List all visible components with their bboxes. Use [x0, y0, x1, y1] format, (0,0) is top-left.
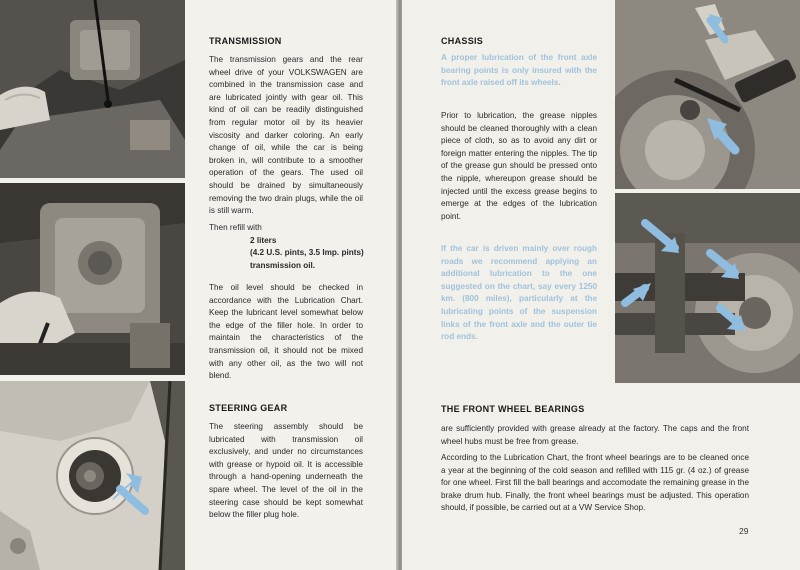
chassis-rough-roads-note: If the car is driven mainly over rough roads we recommend applying an additional lubrication to the one suggested on the chart, say every 1250 km. (800 miles), particularly at the lubricating points of the suspension links of the front axle and the outer tie rod ends.: [441, 244, 597, 342]
chassis-heading: CHASSIS: [441, 36, 484, 46]
transmission-drain-photo: [0, 0, 185, 178]
transmission-paragraph-1: The transmission gears and the rear wheel drive of your VOLKSWAGEN are combined in the transmission case and are lubricated jointly with gear oil. This kind of oil can be readily distinguished from regular motor oil by its heavier viscosity and darker coloring. An early change of oil, while the car is being broken in, will contribute to a smoother operation of the gears. The used oil should be drained by simultaneously removing the two drain plugs, while the oil is still warm.: [209, 55, 363, 216]
front-wheel-bearings-paragraph-2: According to the Lubrication Chart, the front wheel bearings are to be cleaned once a year at the beginning of the cold season and refilled with 115 gr. (4 oz.) of grease for one wheel. First fill the ball bearings and accomodate the remaining grease in the brake drum hub. Finally, the front wheel bearings must be adjusted. This operation should, if possible, be carried out at a VW Service Shop.: [441, 453, 749, 513]
transmission-heading: TRANSMISSION: [209, 36, 282, 46]
steering-gear-paragraph: The steering assembly should be lubricated with transmission oil exclusively, and under no circumstances with grease or hypoid oil. It is accessible through a hand-opening underneath the spare wheel. The level of the oil in the steering case should be kept somewhat below the filler plug hole.: [209, 422, 363, 520]
refill-quantity: 2 liters: [250, 235, 277, 245]
front-wheel-bearings-heading: THE FRONT WHEEL BEARINGS: [441, 404, 585, 414]
chassis-intro-note: A proper lubrication of the front axle bearing points is only insured with the front axle raised off its wheels.: [441, 53, 597, 88]
refill-quantity-conversion: (4.2 U.S. pints, 3.5 Imp. pints): [250, 248, 364, 258]
transmission-paragraph-2: The oil level should be checked in accordance with the Lubrication Chart. Keep the lubricant level somewhat below the edge of the filler hole. In order to maintain the characteristics of the transmission oil, it should not be mixed with any other oil, as the two will not blend.: [209, 283, 363, 381]
transmission-refill-photo: [0, 183, 185, 375]
refill-block: [209, 222, 369, 272]
left-page: [0, 0, 398, 570]
front-wheel-bearings-paragraph-1: are sufficiently provided with grease already at the factory. The caps and the front wheel hubs must be free from grease.: [441, 424, 749, 446]
front-axle-photo: [615, 193, 800, 383]
refill-intro: Then refill with: [209, 223, 262, 232]
chassis-paragraph: Prior to lubrication, the grease nipples should be cleaned thoroughly with a clean piece of cloth, so as to avoid any dirt or foreign matter entering the nipples. The tip of the grease gun should be pressed onto the nipple, whereupon grease should be injected until the excess grease begins to emerge at the edges of the lubrication point.: [441, 111, 597, 221]
grease-gun-photo: [615, 0, 800, 189]
steering-gear-photo: [0, 381, 185, 570]
steering-gear-heading: STEERING GEAR: [209, 403, 288, 413]
right-page: [402, 0, 800, 570]
refill-oil-type: transmission oil.: [250, 260, 316, 270]
page-number: 29: [739, 526, 749, 536]
